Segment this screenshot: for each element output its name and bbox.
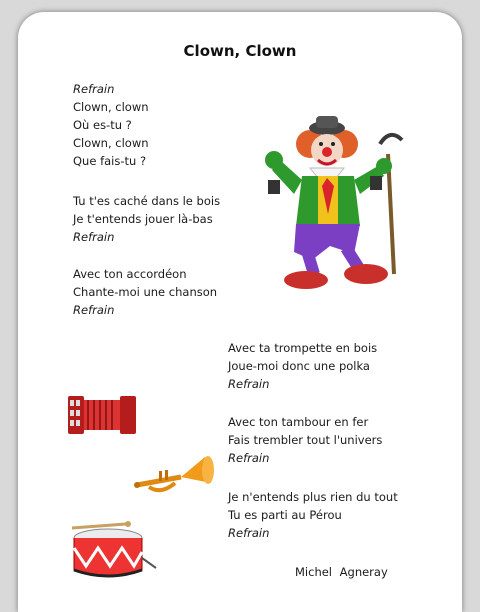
stanza-line: Refrain [228, 526, 270, 540]
author-name: Michel Agneray [295, 565, 388, 579]
stanza-line: Refrain [228, 451, 270, 465]
trumpet-illustration [131, 449, 216, 499]
drum-illustration [66, 518, 161, 584]
stanza-5 [228, 413, 382, 467]
stanza-line: Chante-moi une chanson [73, 285, 218, 299]
stanza-line: Où es-tu ? [73, 118, 132, 132]
stanza-line: Refrain [73, 82, 115, 96]
stanza-line: Clown, clown [73, 100, 149, 114]
stanza-6 [228, 488, 398, 542]
stanza-3 [73, 265, 217, 319]
stanza-line: Joue-moi donc une polka [228, 359, 370, 373]
song-title: Clown, Clown [183, 42, 297, 60]
stanza-line: Avec ta trompette en bois [228, 341, 378, 355]
stanza-line: Refrain [73, 303, 115, 317]
stanza-line: Avec ton tambour en fer [228, 415, 369, 429]
stanza-line: Refrain [73, 230, 115, 244]
stanza-line: Tu t'es caché dans le bois [73, 194, 221, 208]
stanza-line: Tu es parti au Pérou [228, 508, 342, 522]
stanza-2 [73, 192, 220, 246]
stanza-line: Refrain [228, 377, 270, 391]
stanza-line: Avec ton accordéon [73, 267, 187, 281]
clown-illustration [250, 114, 410, 294]
stanza-line: Je t'entends jouer là-bas [73, 212, 213, 226]
stanza-line: Fais trembler tout l'univers [228, 433, 383, 447]
stanza-line: Je n'entends plus rien du tout [228, 490, 398, 504]
stanza-line: Clown, clown [73, 136, 149, 150]
stanza-4 [228, 339, 377, 393]
song-sheet [18, 12, 462, 612]
accordion-illustration [66, 390, 138, 440]
stanza-line: Que fais-tu ? [73, 154, 147, 168]
stanza-1 [73, 80, 149, 170]
